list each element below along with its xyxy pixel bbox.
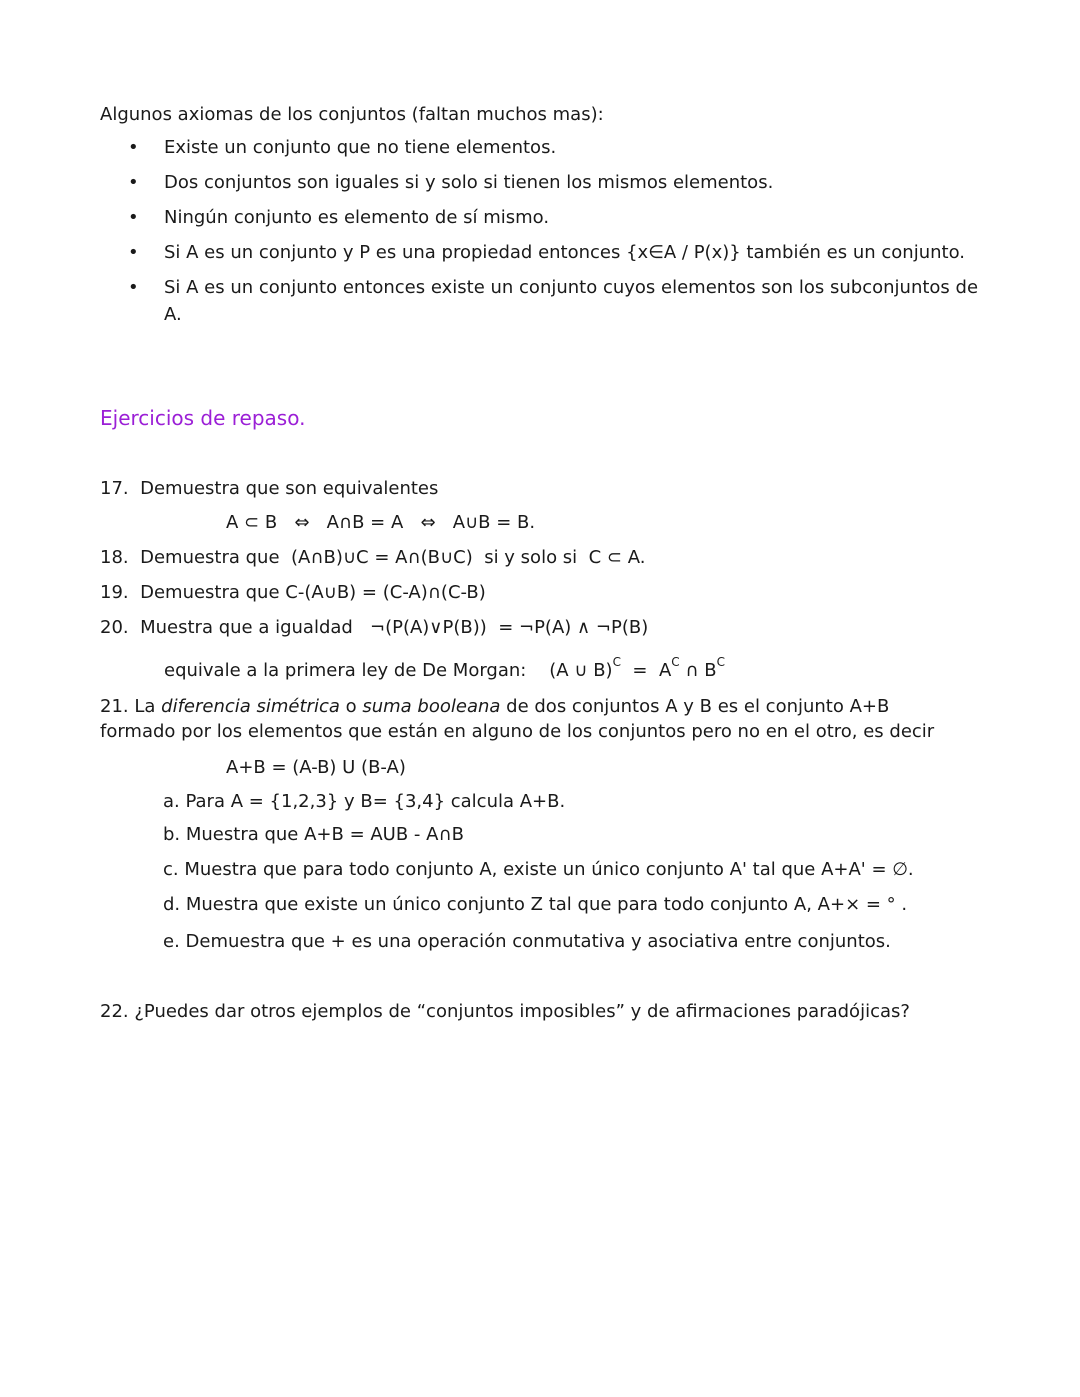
superscript-c: C	[671, 655, 680, 669]
exercise-text: de dos conjuntos A y B es el conjunto A+B	[500, 696, 890, 717]
exercise-text: Muestra que a igualdad ¬(P(A)∨P(B)) = ¬P(A) ∧ ¬P(B)	[140, 617, 649, 638]
demorgan-text: equivale a la primera ley de De Morgan: (A ∪ B)	[164, 660, 613, 681]
subitem-a: a. Para A = {1,2,3} y B= {3,4} calcula A+B.	[163, 791, 566, 812]
subitem-b: b. Muestra que A+B = AUB - A∩B	[163, 824, 464, 845]
exercise-number: 18.	[100, 547, 129, 568]
exercise-19	[100, 581, 486, 605]
bullet: •	[128, 277, 139, 298]
subitem-e: e. Demuestra que + es una operación conmutativa y asociativa entre conjuntos.	[163, 931, 891, 952]
term-boolean-sum: suma booleana	[362, 696, 501, 717]
connector: o	[339, 696, 363, 717]
subitem-c: c. Muestra que para todo conjunto A, existe un único conjunto A' tal que A+A' = ∅.	[163, 859, 914, 880]
exercise-text: Demuestra que C-(A∪B) = (C-A)∩(C-B)	[140, 582, 486, 603]
exercise-21-formula: A+B = (A-B) U (B-A)	[226, 757, 406, 778]
exercise-20-demorgan	[164, 655, 726, 684]
bullet: •	[128, 137, 139, 158]
exercise-number: 19.	[100, 582, 129, 603]
exercise-number: 17.	[100, 478, 129, 499]
exercise-17	[100, 477, 438, 501]
section-title: Ejercicios de repaso.	[100, 406, 306, 430]
axiom-item-continuation: A.	[164, 304, 182, 325]
axiom-item: Ningún conjunto es elemento de sí mismo.	[164, 207, 550, 228]
exercise-17-formula: A ⊂ B ⇔ A∩B = A ⇔ A∪B = B.	[226, 512, 536, 533]
axiom-item: Si A es un conjunto y P es una propiedad entonces {x∈A / P(x)} también es un conjunto.	[164, 242, 965, 263]
exercise-number: 20.	[100, 617, 129, 638]
exercise-21	[100, 695, 889, 719]
intro-text: Algunos axiomas de los conjuntos (faltan muchos mas):	[100, 104, 604, 125]
axiom-item: Existe un conjunto que no tiene elementos.	[164, 137, 557, 158]
term-symmetric-difference: diferencia simétrica	[161, 696, 340, 717]
bullet: •	[128, 242, 139, 263]
exercise-18	[100, 546, 645, 570]
exercise-number: 21. La	[100, 696, 162, 717]
superscript-c: C	[716, 655, 726, 669]
demorgan-mid: = A	[620, 660, 672, 681]
demorgan-mid2: ∩ B	[679, 660, 717, 681]
axiom-item: Dos conjuntos son iguales si y solo si tienen los mismos elementos.	[164, 172, 774, 193]
exercise-22: 22. ¿Puedes dar otros ejemplos de “conjuntos imposibles” y de afirmaciones paradójicas?	[100, 1001, 910, 1022]
axiom-item: Si A es un conjunto entonces existe un conjunto cuyos elementos son los subconjuntos de	[164, 277, 979, 298]
bullet: •	[128, 172, 139, 193]
exercise-20	[100, 616, 648, 640]
exercise-text: Demuestra que (A∩B)∪C = A∩(B∪C) si y solo si C ⊂ A.	[140, 547, 646, 568]
exercise-21-line2: formado por los elementos que están en alguno de los conjuntos pero no en el otro, es decir	[100, 721, 935, 742]
subitem-d: d. Muestra que existe un único conjunto Z tal que para todo conjunto A, A+× = ° .	[163, 894, 908, 915]
bullet: •	[128, 207, 139, 228]
superscript-c: C	[612, 655, 621, 669]
exercise-text: Demuestra que son equivalentes	[140, 478, 439, 499]
